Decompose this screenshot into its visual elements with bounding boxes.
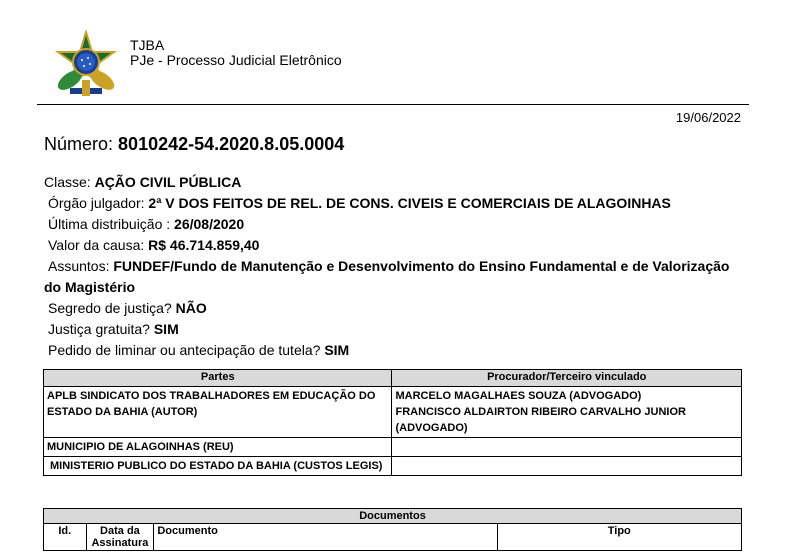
documentos-title-row [44, 509, 742, 524]
data-assinatura-header: Data da Assinatura [86, 524, 154, 551]
field-label: Órgão julgador: [48, 195, 145, 211]
brazil-coat-of-arms-icon [52, 30, 120, 100]
partes-table [43, 369, 742, 476]
table-row [44, 457, 742, 476]
field-value: SIM [153, 321, 179, 337]
field-value: R$ 46.714.859,40 [148, 237, 260, 253]
process-number-label: Número: [44, 134, 114, 154]
field-classe [44, 172, 744, 193]
court-header [130, 38, 342, 68]
field-gratuita [44, 319, 744, 340]
field-label: Segredo de justiça? [48, 300, 172, 316]
procurador-header: Procurador/Terceiro vinculado [392, 370, 742, 387]
documento-header: Documento [154, 524, 497, 551]
parte-cell: APLB SINDICATO DOS TRABALHADORES EM EDUCAÇÃO DO ESTADO DA BAHIA (AUTOR) [44, 387, 392, 438]
process-number [44, 134, 344, 155]
parte-cell: MUNICIPIO DE ALAGOINHAS (REU) [44, 438, 392, 457]
id-header: Id. [44, 524, 87, 551]
field-label: Valor da causa: [48, 237, 145, 253]
court-name: TJBA [130, 37, 165, 53]
field-liminar [44, 340, 744, 361]
system-name: PJe - Processo Judicial Eletrônico [130, 52, 342, 68]
documentos-header-row [44, 524, 742, 551]
tipo-header: Tipo [497, 524, 741, 551]
field-label: Justiça gratuita? [48, 321, 150, 337]
table-row [44, 387, 742, 438]
process-info [44, 172, 744, 361]
field-value: AÇÃO CIVIL PÚBLICA [94, 174, 242, 190]
table-row [44, 438, 742, 457]
procurador-cell [392, 387, 742, 438]
field-valor [44, 235, 744, 256]
documentos-table [43, 508, 742, 551]
header-divider [37, 104, 749, 105]
field-value: 26/08/2020 [174, 216, 245, 232]
field-distribuicao [44, 214, 744, 235]
parte-cell: MINISTERIO PUBLICO DO ESTADO DA BAHIA (CUSTOS LEGIS) [44, 457, 392, 476]
field-value: NÃO [175, 300, 207, 316]
field-label: Assuntos: [48, 258, 110, 274]
process-number-value: 8010242-54.2020.8.05.0004 [118, 134, 345, 154]
partes-header-row [44, 370, 742, 387]
field-label: Pedido de liminar ou antecipação de tutela? [48, 342, 321, 358]
field-value: SIM [324, 342, 350, 358]
partes-header: Partes [44, 370, 392, 387]
field-orgao [44, 193, 744, 214]
document-date: 19/06/2022 [675, 110, 741, 125]
procurador-cell [392, 457, 742, 476]
procurador-name: MARCELO MAGALHAES SOUZA (ADVOGADO) [395, 390, 642, 402]
procurador-cell [392, 438, 742, 457]
field-assuntos [44, 256, 744, 298]
field-value: 2ª V DOS FEITOS DE REL. DE CONS. CIVEIS E COMERCIAIS DE ALAGOINHAS [148, 195, 671, 211]
field-segredo [44, 298, 744, 319]
field-value: FUNDEF/Fundo de Manutenção e Desenvolvimento do Ensino Fundamental e de Valorização do Magistério [44, 258, 730, 295]
field-label: Classe: [44, 174, 91, 190]
procurador-name: FRANCISCO ALDAIRTON RIBEIRO CARVALHO JUNIOR (ADVOGADO) [395, 406, 686, 434]
documentos-title: Documentos [44, 509, 742, 524]
field-label: Última distribuição : [48, 216, 171, 232]
